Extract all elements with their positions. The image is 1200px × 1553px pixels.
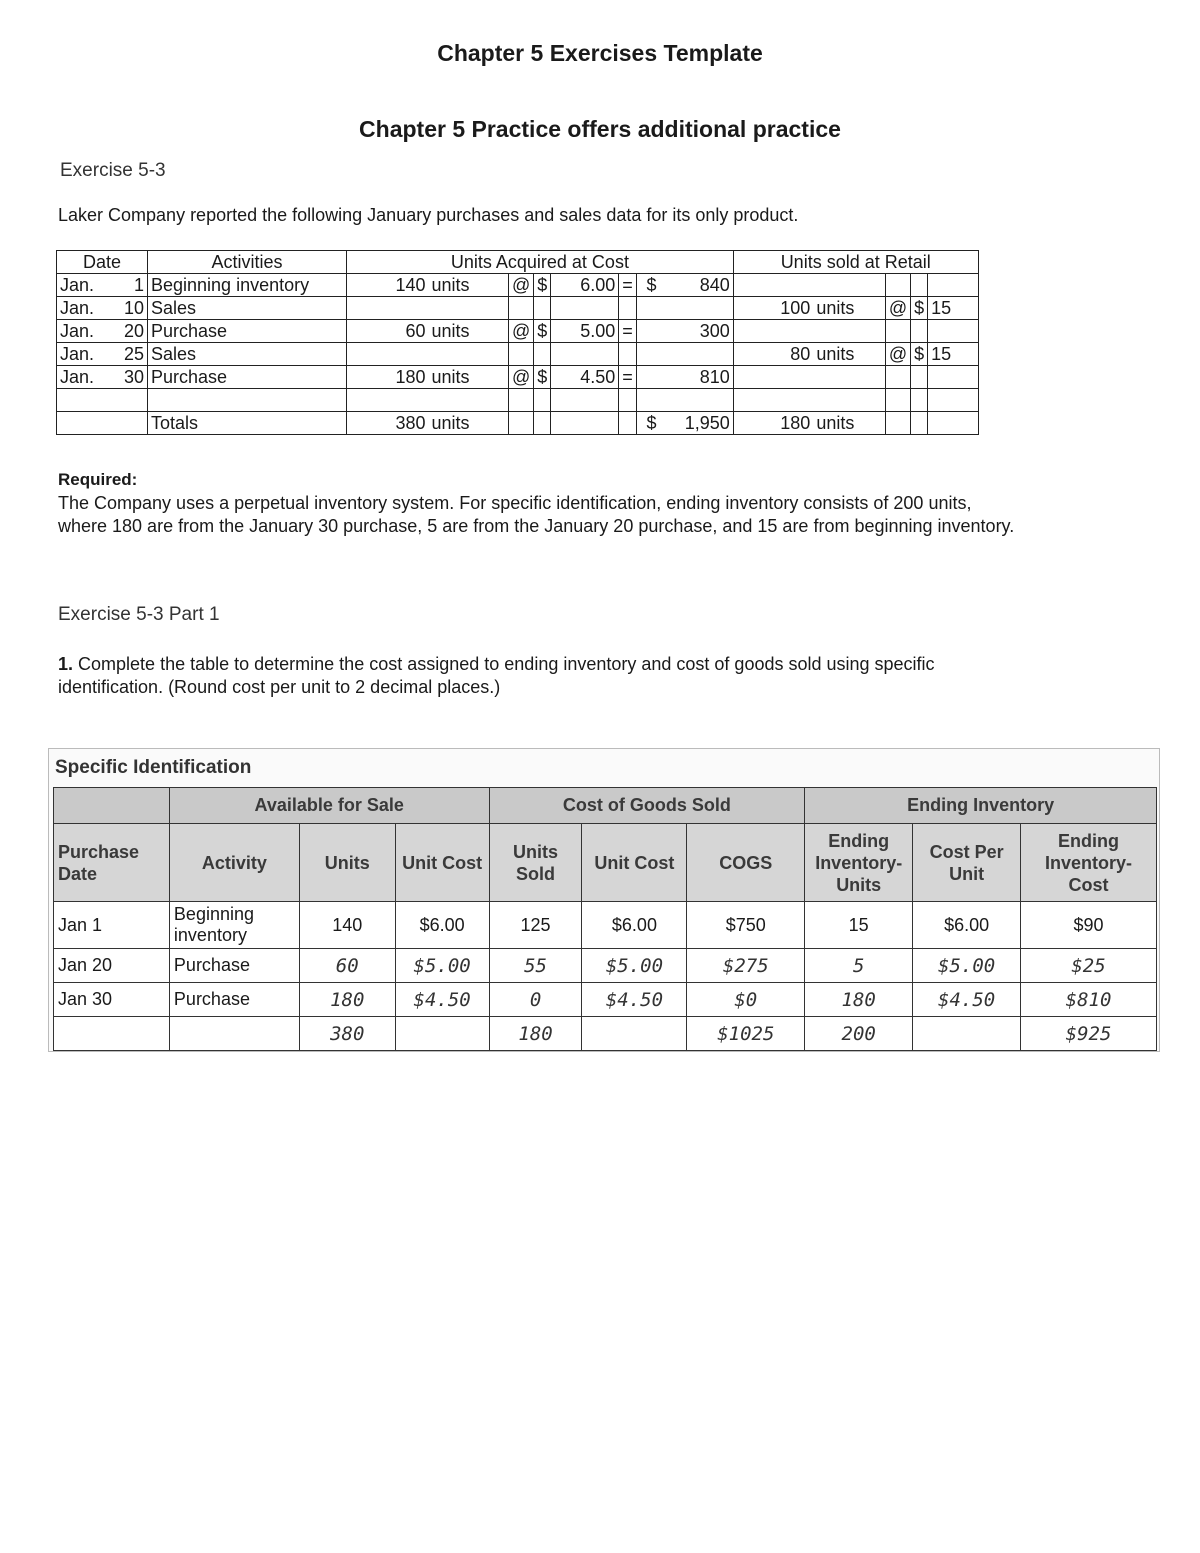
purchases-cell-sold-dollar [911, 320, 928, 343]
purchases-cell-sold-dollar [911, 366, 928, 389]
purchases-cell-emptye [954, 297, 978, 320]
si-cell-unit-cost: $4.50 [395, 983, 489, 1017]
si-cell-units: 180 [299, 983, 395, 1017]
purchases-row [57, 274, 979, 297]
si-row [54, 949, 1157, 983]
purchases-cell-month: Jan. [57, 366, 110, 389]
purchases-cell-at [509, 343, 534, 366]
purchases-cell-month: Jan. [57, 343, 110, 366]
purchases-cell-cost [551, 412, 619, 435]
purchases-cell-price [928, 274, 955, 297]
si-cell-cogs: $275 [687, 949, 805, 983]
purchases-sales-table [56, 250, 979, 435]
col-activities: Activities [148, 251, 347, 274]
purchases-cell-eq [619, 297, 637, 320]
si-cell-activity: Beginning inventory [169, 902, 299, 949]
purchases-row [57, 389, 979, 412]
si-cell-ei-cost: $25 [1021, 949, 1157, 983]
purchases-cell-units: 140 [347, 274, 429, 297]
question-text: Complete the table to determine the cost assigned to ending inventory and cost of goods sold using specific identification. (Round cost per unit to 2 decimal places.) [58, 654, 935, 697]
purchases-cell-total-dollar [636, 366, 666, 389]
purchases-cell-total: 840 [666, 274, 733, 297]
question-number: 1. [58, 654, 74, 674]
si-cell-cogs: $1025 [687, 1017, 805, 1051]
purchases-cell-price: 15 [928, 343, 955, 366]
si-row [54, 1017, 1157, 1051]
purchases-cell-sold-at [885, 412, 910, 435]
purchases-cell-price [928, 320, 955, 343]
required-heading: Required: [58, 470, 138, 489]
purchases-cell-total-dollar [636, 389, 666, 412]
si-cell-ei-units: 15 [805, 902, 913, 949]
purchases-cell-activity: Totals [148, 412, 347, 435]
purchases-cell-total-dollar [636, 343, 666, 366]
purchases-cell-total: 810 [666, 366, 733, 389]
purchases-cell-sold-dollar [911, 274, 928, 297]
purchases-cell-price: 15 [928, 297, 955, 320]
col-units-sold: Units Sold [489, 824, 582, 902]
purchases-cell-total: 300 [666, 320, 733, 343]
purchases-cell-eq: = [619, 274, 637, 297]
purchases-cell-sold-units: 180 [733, 412, 813, 435]
specific-identification-table [53, 787, 1157, 1051]
si-cell-date [54, 1017, 170, 1051]
purchases-cell-sold-at: @ [885, 297, 910, 320]
si-cell-cost-per-unit: $5.00 [913, 949, 1021, 983]
si-cell-cost-per-unit [913, 1017, 1021, 1051]
purchases-cell-units: 60 [347, 320, 429, 343]
purchases-cell-emptye [954, 274, 978, 297]
purchases-cell-dollar [534, 343, 551, 366]
col-cogs-unit-cost: Unit Cost [582, 824, 687, 902]
si-row [54, 983, 1157, 1017]
purchases-cell-sold-dollar [911, 412, 928, 435]
si-cell-date: Jan 1 [54, 902, 170, 949]
si-cell-units-sold: 180 [489, 1017, 582, 1051]
purchases-cell-dollar [534, 389, 551, 412]
purchases-cell-sold-word: units [813, 412, 885, 435]
purchases-cell-unit-word [429, 297, 509, 320]
si-cell-activity: Purchase [169, 983, 299, 1017]
purchases-cell-dollar: $ [534, 320, 551, 343]
purchases-cell-eq [619, 389, 637, 412]
group-blank [54, 788, 170, 824]
purchases-cell-emptye [954, 412, 978, 435]
si-cell-cogs: $750 [687, 902, 805, 949]
purchases-cell-total-dollar [636, 320, 666, 343]
purchases-cell-month: Jan. [57, 320, 110, 343]
purchases-cell-sold-word [813, 366, 885, 389]
page-subtitle: Chapter 5 Practice offers additional practice [359, 116, 841, 142]
purchases-cell-dollar [534, 297, 551, 320]
purchases-cell-month [57, 389, 110, 412]
purchases-cell-unit-word: units [429, 366, 509, 389]
si-cell-ei-units: 200 [805, 1017, 913, 1051]
si-cell-date: Jan 20 [54, 949, 170, 983]
purchases-cell-cost: 4.50 [551, 366, 619, 389]
purchases-cell-sold-units: 80 [733, 343, 813, 366]
col-units-acquired: Units Acquired at Cost [347, 251, 734, 274]
si-cell-date: Jan 30 [54, 983, 170, 1017]
purchases-cell-activity [148, 389, 347, 412]
purchases-row [57, 320, 979, 343]
purchases-cell-sold-word [813, 389, 885, 412]
purchases-cell-total [666, 389, 733, 412]
purchases-cell-total [666, 343, 733, 366]
purchases-cell-cost [551, 389, 619, 412]
purchases-cell-activity: Purchase [148, 366, 347, 389]
specific-identification-panel [48, 748, 1160, 1052]
si-cell-activity [169, 1017, 299, 1051]
purchases-cell-at: @ [509, 274, 534, 297]
purchases-cell-dollar: $ [534, 366, 551, 389]
col-units-sold: Units sold at Retail [733, 251, 978, 274]
purchases-cell-sold-word [813, 320, 885, 343]
si-cell-units-sold: 0 [489, 983, 582, 1017]
group-ending-inventory: Ending Inventory [805, 788, 1157, 824]
purchases-cell-dollar [534, 412, 551, 435]
si-cell-ei-cost: $90 [1021, 902, 1157, 949]
purchases-cell-cost: 6.00 [551, 274, 619, 297]
purchases-cell-units: 180 [347, 366, 429, 389]
page-title: Chapter 5 Exercises Template [437, 40, 763, 66]
purchases-cell-units [347, 389, 429, 412]
si-cell-cogs-unit-cost: $6.00 [582, 902, 687, 949]
purchases-cell-day: 10 [110, 297, 148, 320]
purchases-cell-eq: = [619, 366, 637, 389]
purchases-cell-sold-at [885, 389, 910, 412]
purchases-cell-emptye [954, 366, 978, 389]
col-unit-cost: Unit Cost [395, 824, 489, 902]
purchases-cell-emptye [954, 320, 978, 343]
purchases-cell-emptye [954, 343, 978, 366]
purchases-cell-sold-dollar: $ [911, 297, 928, 320]
si-cell-cogs: $0 [687, 983, 805, 1017]
col-ending-inventory-cost: Ending Inventory-Cost [1021, 824, 1157, 902]
purchases-cell-at [509, 297, 534, 320]
si-cell-ei-cost: $925 [1021, 1017, 1157, 1051]
purchases-cell-unit-word [429, 343, 509, 366]
si-cell-ei-units: 5 [805, 949, 913, 983]
purchases-cell-eq: = [619, 320, 637, 343]
purchases-cell-sold-units [733, 320, 813, 343]
purchases-cell-day: 1 [110, 274, 148, 297]
purchases-cell-day: 25 [110, 343, 148, 366]
si-cell-units: 140 [299, 902, 395, 949]
purchases-cell-total-dollar [636, 297, 666, 320]
purchases-cell-unit-word: units [429, 412, 509, 435]
si-cell-ei-units: 180 [805, 983, 913, 1017]
purchases-cell-activity: Sales [148, 343, 347, 366]
si-cell-unit-cost: $6.00 [395, 902, 489, 949]
purchases-cell-at [509, 412, 534, 435]
purchases-cell-price [928, 412, 955, 435]
si-cell-cogs-unit-cost: $4.50 [582, 983, 687, 1017]
purchases-cell-sold-units [733, 366, 813, 389]
si-cell-units-sold: 55 [489, 949, 582, 983]
purchases-cell-sold-word: units [813, 343, 885, 366]
purchases-cell-units [347, 297, 429, 320]
purchases-cell-eq [619, 412, 637, 435]
purchases-cell-total [666, 297, 733, 320]
purchases-cell-price [928, 389, 955, 412]
purchases-cell-at [509, 389, 534, 412]
purchases-row [57, 343, 979, 366]
purchases-header-row [57, 251, 979, 274]
purchases-cell-sold-at [885, 274, 910, 297]
purchases-cell-unit-word: units [429, 274, 509, 297]
purchases-cell-sold-at: @ [885, 343, 910, 366]
purchases-cell-eq [619, 343, 637, 366]
purchases-cell-dollar: $ [534, 274, 551, 297]
purchases-cell-day: 20 [110, 320, 148, 343]
purchases-cell-unit-word: units [429, 320, 509, 343]
purchases-cell-sold-dollar [911, 389, 928, 412]
purchases-cell-sold-word [813, 274, 885, 297]
col-cogs: COGS [687, 824, 805, 902]
specific-identification-title: Specific Identification [55, 757, 252, 778]
purchases-cell-activity: Sales [148, 297, 347, 320]
col-cost-per-unit: Cost Per Unit [913, 824, 1021, 902]
purchases-cell-total: 1,950 [666, 412, 733, 435]
col-date: Date [57, 251, 148, 274]
part1-question [58, 653, 1018, 699]
purchases-cell-emptye [954, 389, 978, 412]
purchases-cell-sold-word: units [813, 297, 885, 320]
purchases-row [57, 297, 979, 320]
purchases-cell-cost [551, 343, 619, 366]
si-cell-cogs-unit-cost: $5.00 [582, 949, 687, 983]
purchases-cell-sold-units [733, 389, 813, 412]
si-cell-cogs-unit-cost [582, 1017, 687, 1051]
si-cell-units: 380 [299, 1017, 395, 1051]
col-ending-inventory-units: Ending Inventory-Units [805, 824, 913, 902]
purchases-cell-day: 30 [110, 366, 148, 389]
purchases-cell-unit-word [429, 389, 509, 412]
purchases-cell-cost: 5.00 [551, 320, 619, 343]
purchases-cell-total-dollar: $ [636, 412, 666, 435]
si-cell-units-sold: 125 [489, 902, 582, 949]
si-cell-unit-cost [395, 1017, 489, 1051]
purchases-cell-month: Jan. [57, 297, 110, 320]
purchases-cell-activity: Beginning inventory [148, 274, 347, 297]
si-cell-cost-per-unit: $4.50 [913, 983, 1021, 1017]
purchases-cell-day [110, 389, 148, 412]
purchases-row [57, 366, 979, 389]
purchases-cell-day [110, 412, 148, 435]
col-activity: Activity [169, 824, 299, 902]
group-cost-of-goods-sold: Cost of Goods Sold [489, 788, 805, 824]
purchases-cell-sold-units: 100 [733, 297, 813, 320]
purchases-cell-cost [551, 297, 619, 320]
purchases-cell-month [57, 412, 110, 435]
purchases-cell-sold-units [733, 274, 813, 297]
purchases-cell-activity: Purchase [148, 320, 347, 343]
group-available-for-sale: Available for Sale [169, 788, 489, 824]
purchases-cell-units: 380 [347, 412, 429, 435]
purchases-cell-at: @ [509, 320, 534, 343]
si-cell-activity: Purchase [169, 949, 299, 983]
exercise-label: Exercise 5-3 [60, 160, 166, 181]
si-cell-units: 60 [299, 949, 395, 983]
purchases-row [57, 412, 979, 435]
si-header-row [54, 824, 1157, 902]
part1-label: Exercise 5-3 Part 1 [58, 604, 220, 625]
si-group-row [54, 788, 1157, 824]
purchases-cell-at: @ [509, 366, 534, 389]
purchases-cell-sold-at [885, 366, 910, 389]
si-cell-unit-cost: $5.00 [395, 949, 489, 983]
purchases-cell-month: Jan. [57, 274, 110, 297]
si-cell-cost-per-unit: $6.00 [913, 902, 1021, 949]
purchases-cell-sold-dollar: $ [911, 343, 928, 366]
required-text: The Company uses a perpetual inventory system. For specific identification, ending inventory consists of 200 units, where 180 are from the January 30 purchase, 5 are from the January 20 purchase, and 15 are from beginning inventory. [58, 493, 1015, 536]
col-purchase-date: Purchase Date [54, 824, 170, 902]
col-units: Units [299, 824, 395, 902]
purchases-cell-units [347, 343, 429, 366]
purchases-cell-total-dollar: $ [636, 274, 666, 297]
si-row [54, 902, 1157, 949]
si-cell-ei-cost: $810 [1021, 983, 1157, 1017]
purchases-cell-price [928, 366, 955, 389]
exercise-intro: Laker Company reported the following January purchases and sales data for its only product. [58, 205, 799, 225]
purchases-cell-sold-at [885, 320, 910, 343]
